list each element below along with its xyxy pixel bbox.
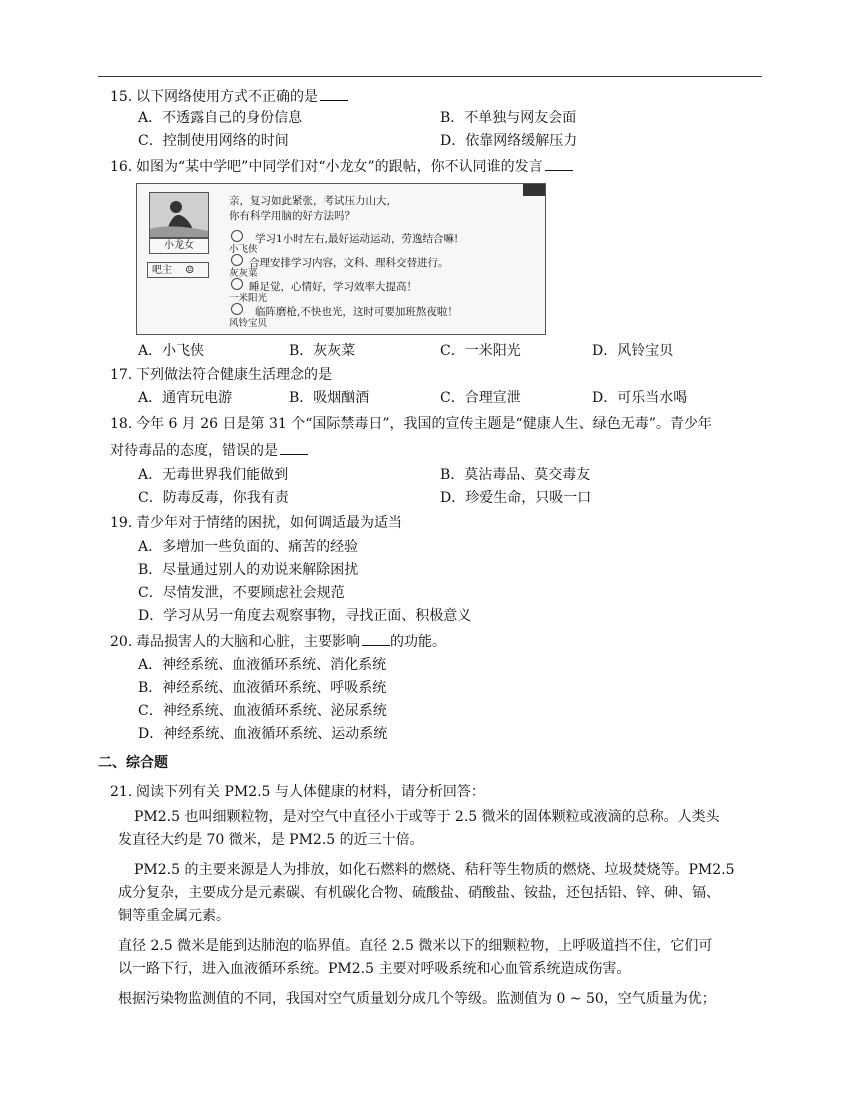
option-a: A．无毒世界我们能做到: [138, 467, 289, 483]
option-c: C．神经系统、血液循环系统、泌尿系统: [138, 703, 387, 719]
post-line-1: 亲，复习如此紧张，考试压力山大，: [229, 195, 397, 207]
question-stem: 下列做法符合健康生活理念的是: [136, 367, 332, 383]
face-icon: [231, 303, 243, 315]
question-stem: 阅读下列有关 PM2.5 与人体健康的材料，请分析回答：: [136, 784, 485, 800]
option-a: A．小飞侠: [138, 343, 205, 359]
paragraph-line: 根据污染物监测值的不同，我国对空气质量划分成几个等级。监测值为 0 ~ 50，空气质量为优；: [118, 991, 716, 1007]
paragraph-3: [118, 935, 764, 981]
reply-text: 临阵磨枪,不快也光，这时可要加班熬夜啦！: [255, 306, 458, 318]
paragraph-line: 铜等重金属元素。: [118, 908, 230, 924]
paragraph-line: 以一路下行，进入血液循环系统。PM2.5 主要对呼吸系统和心血管系统造成伤害。: [118, 961, 631, 977]
option-a: A．神经系统、血液循环系统、消化系统: [138, 657, 387, 673]
question-stem: 青少年对于情绪的困扰，如何调适最为适当: [136, 515, 402, 531]
question-stem: 今年 6 月 26 日是第 31 个“国际禁毒日”，我国的宣传主题是“健康人生、绿色无毒”。青少年: [136, 416, 712, 432]
paragraph-line: PM2.5 的主要来源是人为排放，如化石燃料的燃烧、秸秆等生物质的燃烧、垃圾焚烧等。PM2.5: [134, 862, 735, 878]
header-rule: [98, 76, 762, 77]
option-a: A．多增加一些负面的、痛苦的经验: [138, 539, 359, 555]
reply-user: 一米阳光: [229, 293, 268, 304]
option-c: C．防毒反毒，你我有责: [138, 490, 289, 506]
paragraph-2: [118, 859, 764, 928]
paragraph-line: 发直径大约是 70 微米，是 PM2.5 的近三十倍。: [118, 832, 424, 848]
question-number: 15.: [110, 89, 133, 105]
option-d: D．珍爱生命，只吸一口: [440, 490, 592, 506]
reply-text: 合理安排学习内容，文科、理科交替进行。: [249, 257, 449, 269]
option-b: B．尽量通过别人的劝说来解除困扰: [138, 562, 359, 578]
option-c: C．合理宣泄: [440, 390, 521, 406]
option-c: C．尽情发泄，不要顾虑社会规范: [138, 585, 345, 601]
paragraph-line: PM2.5 也叫细颗粒物，是对空气中直径小于或等于 2.5 微米的固体颗粒或液滴的总称。人类头: [134, 809, 720, 825]
question-stem: 如图为“某中学吧”中同学们对“小龙女”的跟帖，你不认同谁的发言: [136, 159, 543, 175]
corner-tag: [523, 184, 545, 196]
reply-user: 风铃宝贝: [229, 318, 268, 329]
paragraph-1: [118, 806, 764, 852]
option-c: C．一米阳光: [440, 343, 521, 359]
option-a: A．通宵玩电游: [138, 390, 233, 406]
paragraph-4: [118, 988, 764, 1011]
option-b: B．不单独与网友会面: [440, 110, 577, 126]
question-17: [110, 365, 332, 385]
section-title: 二、综合题: [98, 755, 168, 771]
option-d: D．依靠网络缓解压力: [440, 133, 578, 149]
reply-text: 睡足觉，心情好，学习效率大提高！: [249, 281, 417, 293]
reply-user: 小飞侠: [229, 244, 258, 255]
question-stem-end: 的功能。: [390, 634, 446, 650]
user-icon: ☺: [185, 265, 195, 276]
face-icon: [231, 278, 243, 290]
admin-label: 吧主: [152, 265, 172, 276]
forum-screenshot: [136, 183, 546, 335]
question-15: [110, 86, 348, 107]
avatar-label: 小龙女: [149, 238, 209, 254]
option-d: D．神经系统、血液循环系统、运动系统: [138, 726, 388, 742]
question-stem: 对待毒品的态度，错误的是: [110, 443, 278, 459]
question-number: 18.: [110, 416, 133, 432]
admin-badge: [147, 262, 209, 278]
option-b: B．吸烟酗酒: [289, 390, 370, 406]
option-b: B．灰灰菜: [289, 343, 356, 359]
question-18: [110, 414, 712, 434]
option-d: D．学习从另一角度去观察事物，寻找正面、积极意义: [138, 608, 472, 624]
question-18-cont: [110, 440, 308, 461]
option-d: D．风铃宝贝: [592, 343, 674, 359]
avatar-figure-icon: [150, 193, 208, 237]
question-number: 17.: [110, 367, 133, 383]
option-b: B．神经系统、血液循环系统、呼吸系统: [138, 680, 387, 696]
answer-blank: [545, 156, 573, 171]
option-a: A．不透露自己的身份信息: [138, 110, 303, 126]
question-16: [110, 156, 573, 177]
reply-text: 学习1小时左右,最好运动运动，劳逸结合嘛!: [255, 233, 459, 245]
answer-blank: [362, 631, 390, 646]
question-20: [110, 631, 446, 652]
question-19: [110, 513, 402, 533]
face-icon: [231, 230, 243, 242]
question-number: 16.: [110, 159, 133, 175]
answer-blank: [280, 440, 308, 455]
answer-blank: [320, 86, 348, 101]
option-d: D．可乐当水喝: [592, 390, 688, 406]
post-line-2: 你有科学用脑的好方法吗？: [229, 210, 355, 222]
paragraph-line: 成分复杂，主要成分是元素碳、有机碳化合物、硫酸盐、硝酸盐、铵盐，还包括铅、锌、砷、镉、: [118, 885, 720, 901]
question-number: 20.: [110, 634, 133, 650]
paragraph-line: 直径 2.5 微米是能到达肺泡的临界值。直径 2.5 微米以下的细颗粒物，上呼吸道挡不住，它们可: [118, 938, 713, 954]
question-number: 19.: [110, 515, 133, 531]
option-b: B．莫沾毒品、莫交毒友: [440, 467, 591, 483]
question-number: 21.: [110, 784, 133, 800]
question-stem: 以下网络使用方式不正确的是: [136, 89, 318, 105]
question-21: [110, 782, 485, 802]
avatar: [149, 192, 209, 238]
question-stem: 毒品损害人的大脑和心脏，主要影响: [136, 634, 360, 650]
face-icon: [231, 254, 243, 266]
option-c: C．控制使用网络的时间: [138, 133, 289, 149]
reply-user: 灰灰菜: [229, 268, 258, 279]
